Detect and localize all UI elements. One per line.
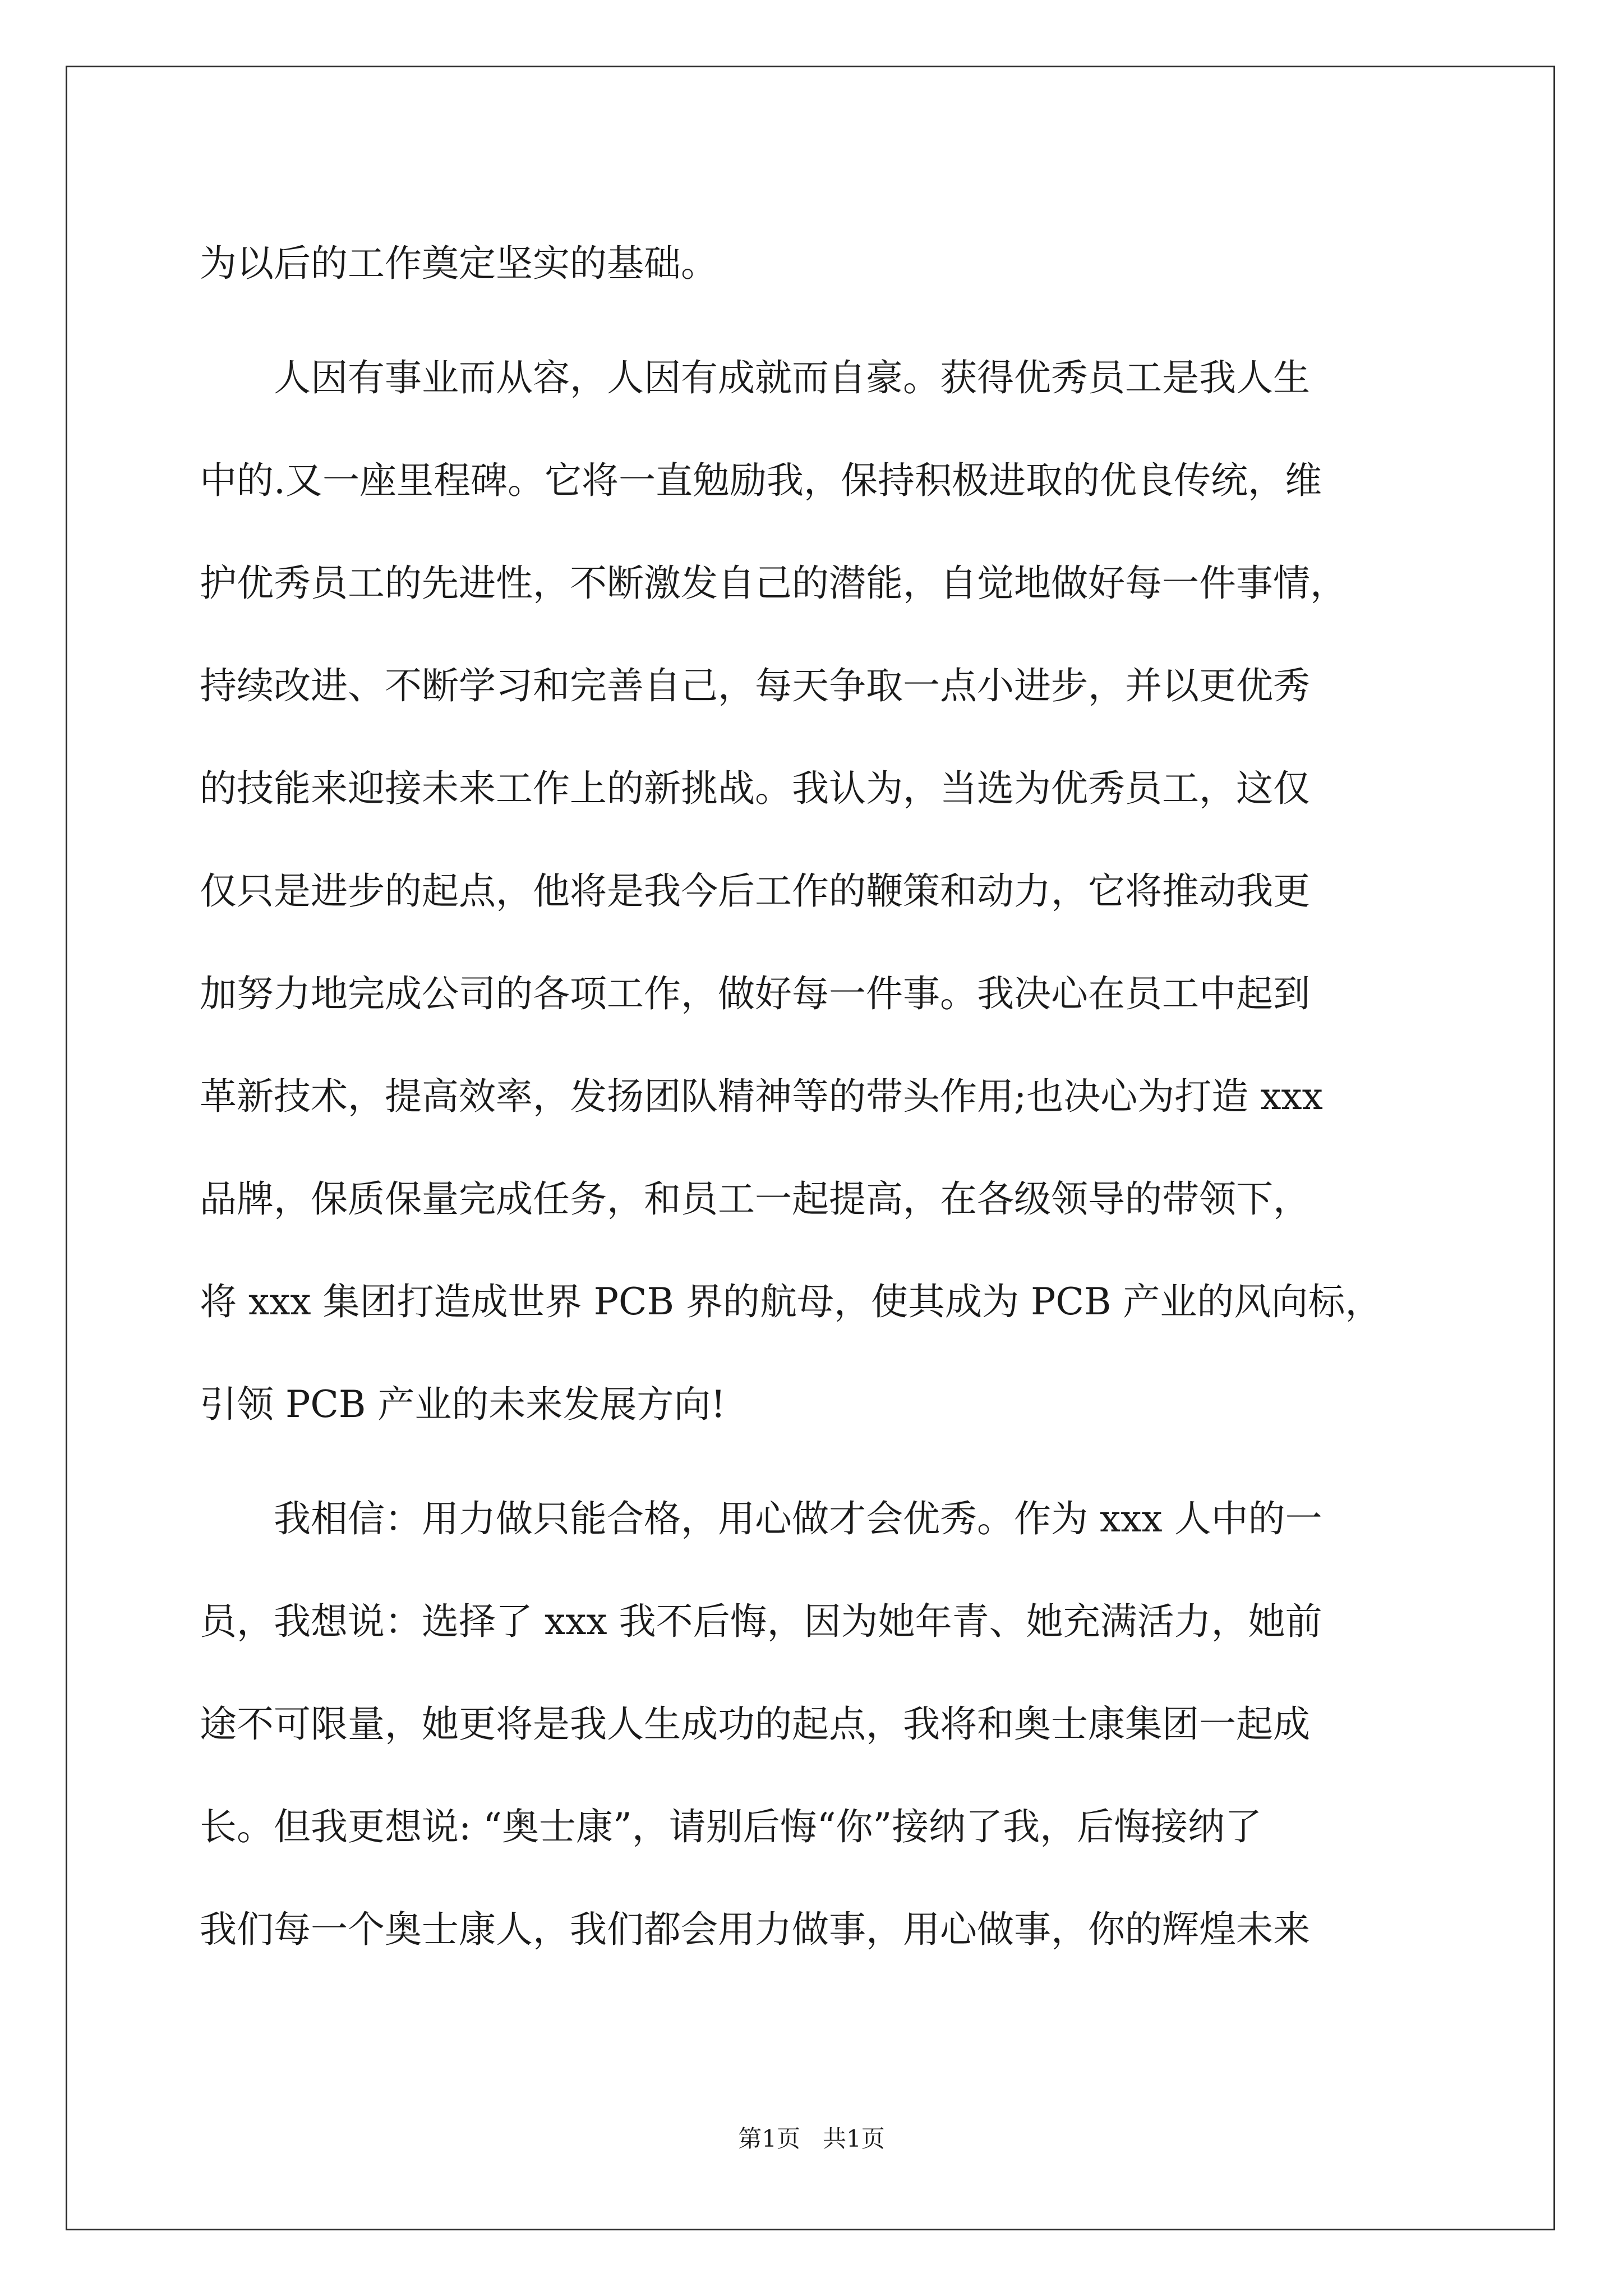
text-line: 途不可限量，她更将是我人生成功的起点，我将和奥士康集团一起成 bbox=[200, 1703, 1310, 1746]
text-line: 我相信：用力做只能合格，用心做才会优秀。作为 xxx 人中的一 bbox=[200, 1497, 1322, 1540]
text-line: 人因有事业而从容，人因有成就而自豪。获得优秀员工是我人生 bbox=[200, 356, 1310, 399]
text-line: 员，我想说：选择了 xxx 我不后悔，因为她年青、她充满活力，她前 bbox=[200, 1600, 1322, 1643]
text-line: 我们每一个奥士康人，我们都会用力做事，用心做事，你的辉煌未来 bbox=[200, 1908, 1310, 1951]
page-number-current: 第1页 bbox=[738, 2125, 800, 2152]
text-line: 品牌，保质保量完成任务，和员工一起提高，在各级领导的带领下， bbox=[200, 1177, 1310, 1221]
text-line: 长。但我更想说: “奥士康”，请别后悔“你”接纳了我，后悔接纳了 bbox=[200, 1805, 1262, 1848]
text-line: 的技能来迎接未来工作上的新挑战。我认为，当选为优秀员工，这仅 bbox=[200, 767, 1310, 810]
text-line: 护优秀员工的先进性，不断激发自己的潜能，自觉地做好每一件事情， bbox=[200, 562, 1347, 605]
text-line: 加努力地完成公司的各项工作，做好每一件事。我决心在员工中起到 bbox=[200, 972, 1310, 1015]
paragraph-gap bbox=[200, 1456, 1428, 1467]
text-line: 仅只是进步的起点，他将是我今后工作的鞭策和动力，它将推动我更 bbox=[200, 869, 1310, 913]
document-body bbox=[200, 212, 1428, 1981]
text-line: 引领 PCB 产业的未来发展方向! bbox=[200, 1383, 726, 1426]
text-line: 中的.又一座里程碑。它将一直勉励我，保持积极进取的优良传统，维 bbox=[200, 459, 1322, 502]
paragraph-gap bbox=[200, 315, 1428, 326]
text-line: 持续改进、不断学习和完善自己，每天争取一点小进步，并以更优秀 bbox=[200, 664, 1310, 707]
text-line: 为以后的工作奠定坚实的基础。 bbox=[200, 242, 718, 285]
text-line: 将 xxx 集团打造成世界 PCB 界的航母，使其成为 PCB 产业的风向标， bbox=[200, 1280, 1382, 1323]
page-footer bbox=[0, 2122, 1623, 2156]
page-number-total: 共1页 bbox=[823, 2125, 885, 2152]
text-line: 革新技术，提高效率，发扬团队精神等的带头作用;也决心为打造 xxx bbox=[200, 1075, 1323, 1118]
